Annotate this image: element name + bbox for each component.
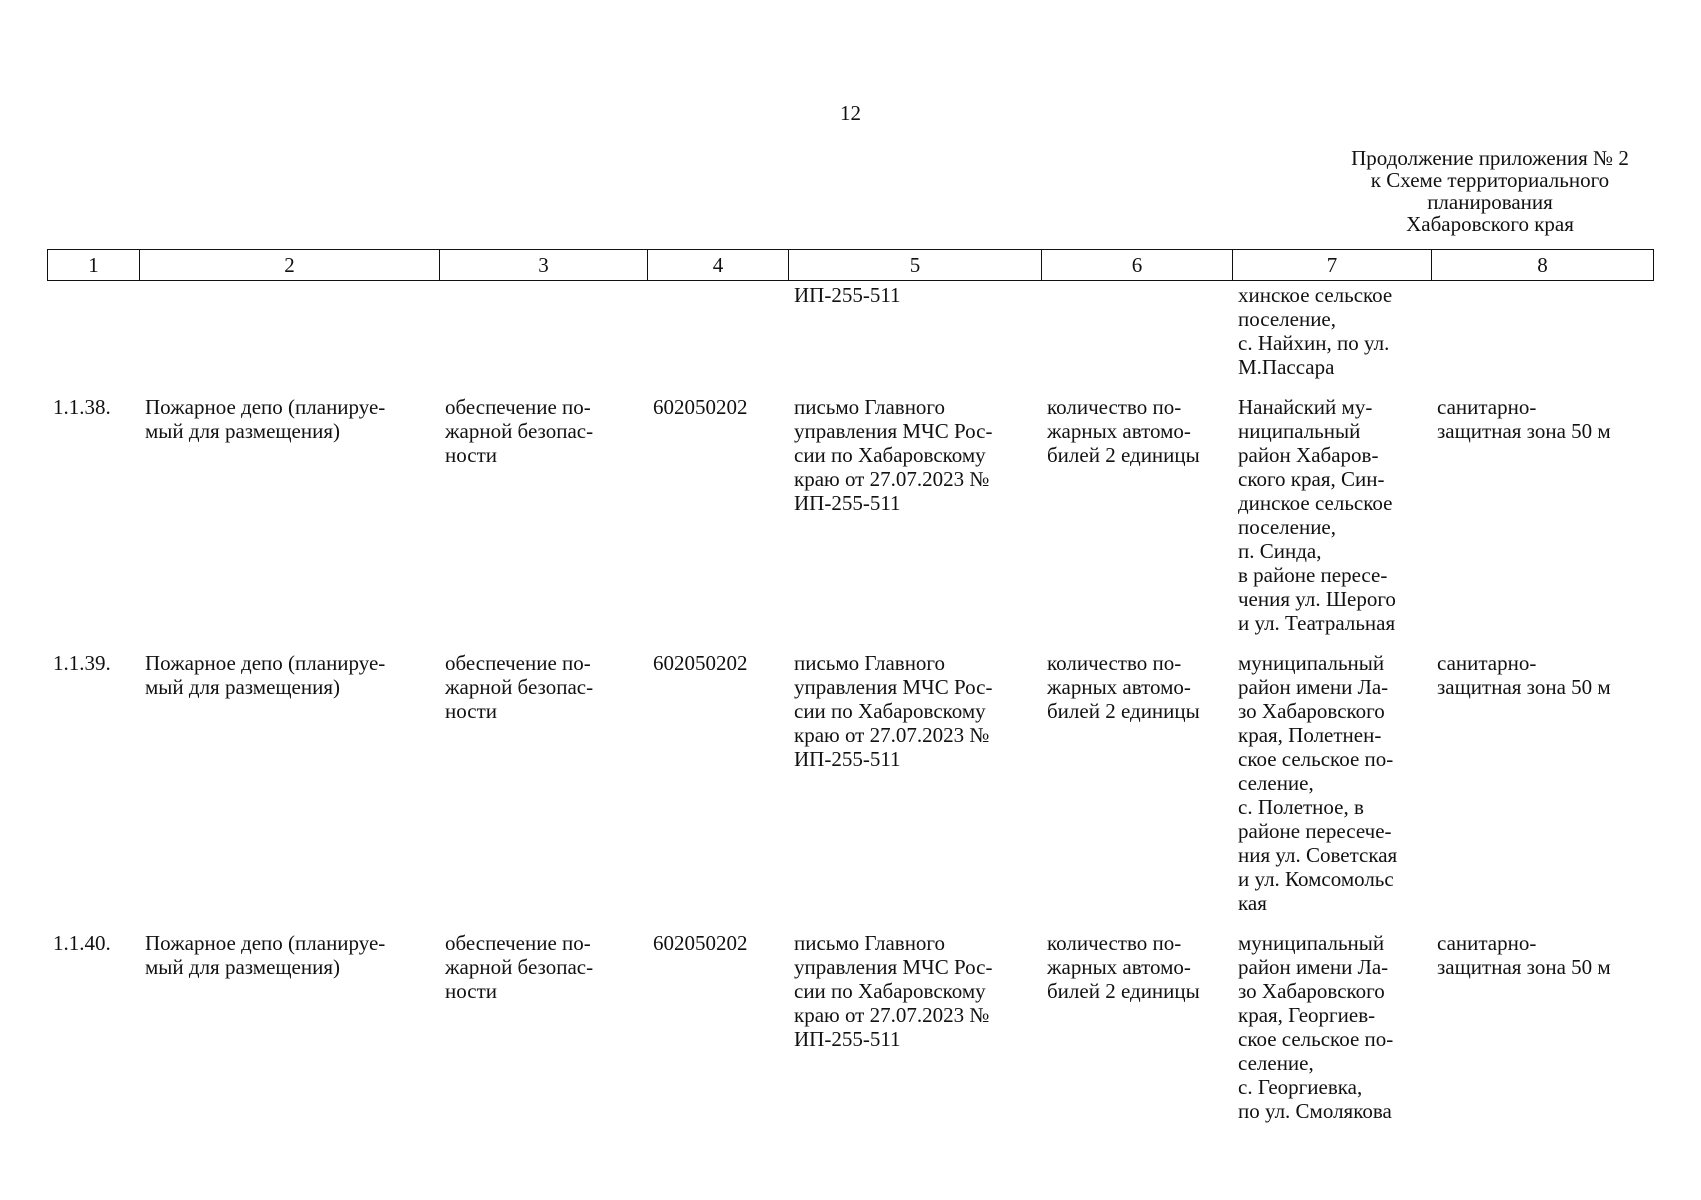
table-row [47, 385, 1653, 641]
characteristics-cell: количество по- жарных автомо- билей 2 единицы [1047, 395, 1200, 467]
table-row [47, 921, 1653, 1129]
purpose-cell: обеспечение по- жарной безопас- ности [445, 395, 594, 467]
column-number-cell: 3 [440, 250, 648, 281]
characteristics-cell: количество по- жарных автомо- билей 2 единицы [1047, 651, 1200, 723]
location-cell: хинское сельское поселение, с. Найхин, по ул. М.Пассара [1238, 283, 1393, 379]
row-number-cell: 1.1.38. [53, 395, 111, 419]
appendix-header-line: к Схеме территориального [1370, 168, 1610, 192]
zone-cell: санитарно- защитная зона 50 м [1437, 931, 1611, 979]
object-name-cell: Пожарное депо (планируе- мый для размещения) [145, 395, 386, 443]
object-name-cell: Пожарное депо (планируе- мый для размещения) [145, 931, 386, 979]
appendix-header [1290, 147, 1690, 235]
purpose-cell: обеспечение по- жарной безопас- ности [445, 931, 594, 1003]
location-cell: Нанайский му- ниципальный район Хабаров- ского края, Син- динское сельское поселение, п. Синда, в районе пересе- чения ул. Шерого и ул. Театральная [1238, 395, 1396, 635]
row-number-cell: 1.1.40. [53, 931, 111, 955]
appendix-header-line: Продолжение приложения № 2 [1351, 146, 1629, 170]
page-number: 12 [840, 101, 861, 125]
column-number-cell: 6 [1042, 250, 1233, 281]
appendix-header-line: планирования [1427, 190, 1553, 214]
object-name-cell: Пожарное депо (планируе- мый для размещения) [145, 651, 386, 699]
column-number-row [48, 250, 1654, 281]
basis-cell: письмо Главного управления МЧС Рос- сии по Хабаровскому краю от 27.07.2023 № ИП-255-511 [794, 395, 993, 515]
column-number-cell: 5 [789, 250, 1042, 281]
table-row [47, 641, 1653, 921]
basis-cell: письмо Главного управления МЧС Рос- сии по Хабаровскому краю от 27.07.2023 № ИП-255-511 [794, 651, 993, 771]
purpose-cell: обеспечение по- жарной безопас- ности [445, 651, 594, 723]
row-number-cell: 1.1.39. [53, 651, 111, 675]
basis-cell: ИП-255-511 [794, 283, 901, 307]
zone-cell: санитарно- защитная зона 50 м [1437, 651, 1611, 699]
characteristics-cell: количество по- жарных автомо- билей 2 единицы [1047, 931, 1200, 1003]
basis-cell: письмо Главного управления МЧС Рос- сии по Хабаровскому краю от 27.07.2023 № ИП-255-511 [794, 931, 993, 1051]
location-cell: муниципальный район имени Ла- зо Хабаровского края, Полетнен- ское сельское по- селение, с. Полетное, в районе пересече- ния ул. Советская и ул. Комсомольс кая [1238, 651, 1398, 915]
location-cell: муниципальный район имени Ла- зо Хабаровского края, Георгиев- ское сельское по- селение, с. Георгиевка, по ул. Смолякова [1238, 931, 1394, 1123]
code-cell: 602050202 [653, 651, 748, 675]
objects-table [47, 283, 1653, 1129]
code-cell: 602050202 [653, 395, 748, 419]
column-number-cell: 2 [140, 250, 440, 281]
zone-cell: санитарно- защитная зона 50 м [1437, 395, 1611, 443]
column-number-cell: 8 [1432, 250, 1654, 281]
column-number-cell: 1 [48, 250, 140, 281]
column-number-cell: 7 [1233, 250, 1432, 281]
code-cell: 602050202 [653, 931, 748, 955]
column-number-cell: 4 [648, 250, 789, 281]
continuation-row [47, 283, 1653, 385]
column-number-header [47, 249, 1654, 281]
appendix-header-line: Хабаровского края [1406, 212, 1574, 236]
